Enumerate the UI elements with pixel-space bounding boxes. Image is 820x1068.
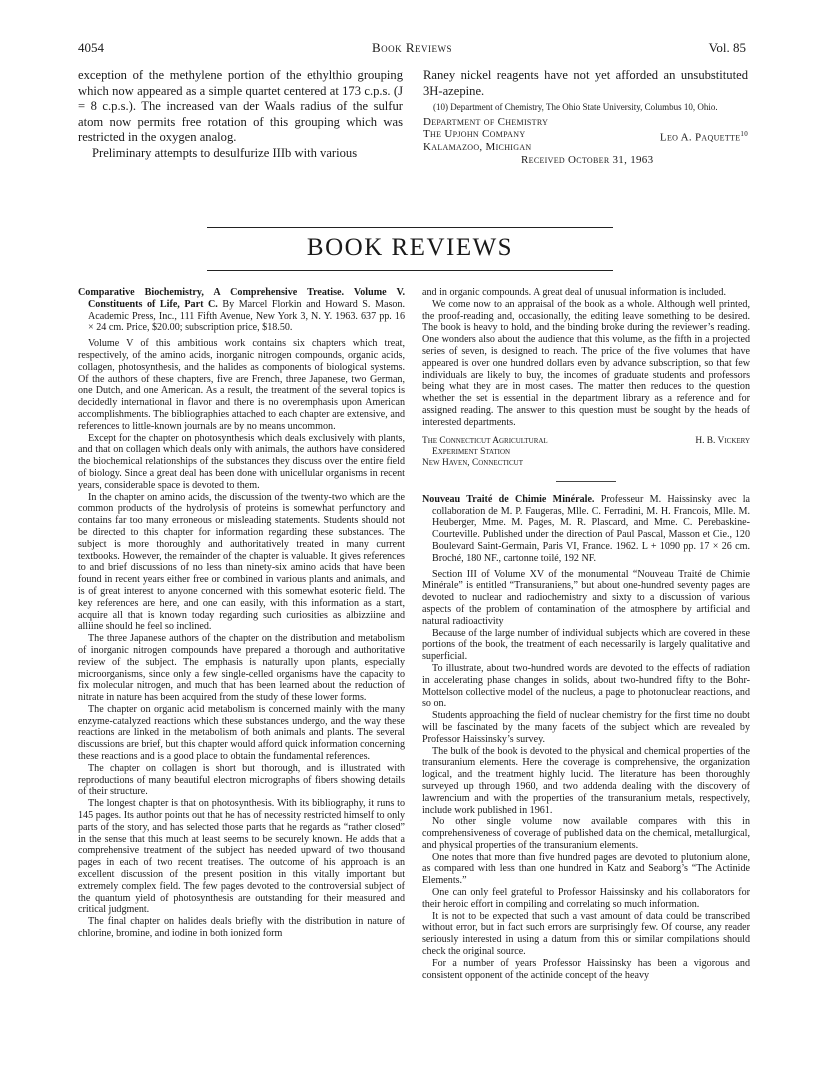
signature-affiliation: New Haven, Connecticut xyxy=(422,458,523,469)
article-author: Leo A. Paquette$^{10}$ xyxy=(659,130,748,144)
book-citation: By Marcel Florkin and Howard S. Mason. Academic Press, Inc., 111 Fifth Avenue, New York 3, N. Y. 1963. 637 pp. 16 × 24 cm. Price, $20.00; subscription price, $18.50. xyxy=(88,298,405,334)
preceding-article-right-column xyxy=(423,68,748,169)
review-paragraph: To illustrate, about two-hundred words are devoted to the effects of radiation in accelerating phase changes in solids, about two-hundred fifty to the Bohr-Mottelson collective model of the nucleus, a page to photonuclear reactions, and so on. xyxy=(422,662,750,710)
article-paragraph: Raney nickel reagents have not yet afforded an unsubstituted 3H-azepine. xyxy=(423,68,748,98)
review-paragraph: Volume V of this ambitious work contains six chapters which treat, respectively, of the amino acids, inorganic nitrogen compounds, organic acids, collagen, photosynthesis, and the halides as components of biological systems. Of the authors of these chapters, five are French, three Japanese, two German, one Dutch, and one American. As a result, the treatment of the several topics is decidedly international in flavor and there is no overemphasis upon American accomplishments. The bibliographies attached to each chapter are extensive, and references to little-known journals are by no means uncommon. xyxy=(78,338,405,432)
received-date: Received October 31, 1963 xyxy=(521,154,654,166)
review-paragraph: The bulk of the book is devoted to the physical and chemical properties of the transuranium elements. Here the coverage is comprehensive, the organization logical, and the treatment highly lucid. The literature has been thoroughly surveyed up through 1960, and two addenda dealing with the discovery of lawrencium and with the properties of the transuranium metals, respectively, include work published in 1961. xyxy=(422,745,750,816)
page-number: 4054 xyxy=(78,40,104,55)
review-paragraph: No other single volume now available compares with this in comprehensiveness of coverage of published data on the chemical, metallurgical, and physical properties of the transuranium elements. xyxy=(422,816,750,851)
review-paragraph: In the chapter on amino acids, the discussion of the twenty-two which are the common products of the hydrolysis of proteins is somewhat perfunctory and contains far too many erroneous or misleading statements. Students should not be directed to this chapter for information regarding these substances. The subject is more thoroughly and authoritatively treated in many current textbooks. However, the remainder of the chapter is valuable. It gives references to and brief discussions of no less than ninety-six amino acids that have been found in recent years either free or combined in various plants and animals, and is of great interest to anyone concerned with this somewhat esoteric field. The key references are here, and one can easily, with this information as a start, acquire all that is known today regarding such curiosities as albizziine and alliine should he feel so inclined. xyxy=(78,491,405,633)
volume-number: Vol. 85 xyxy=(708,40,746,55)
section-title: BOOK REVIEWS xyxy=(306,234,514,261)
journal-section-title: Book Reviews xyxy=(371,40,453,55)
review-paragraph: and in organic compounds. A great deal of unusual information is included. xyxy=(422,287,726,298)
running-head xyxy=(78,40,746,60)
article-paragraph: Preliminary attempts to desulfurize IIIb with various xyxy=(92,145,358,160)
review-paragraph: The final chapter on halides deals briefly with the distribution in nature of chlorine, bromine, and iodine in both ionized form xyxy=(78,916,405,940)
article-paragraph: exception of the methylene portion of the ethylthio grouping which now appeared as a simple quartet centered at 173 c.p.s. (J = 8 c.p.s.). The increased van der Waals radius of the sulfur atom now permits free rotation of this grouping which was restricted in the oxygen analog. xyxy=(78,68,403,144)
review-paragraph: Because of the large number of individual subjects which are covered in these portions of the book, the treatment of each necessarily is largely qualitative and superficial. xyxy=(422,627,750,663)
preceding-article-left-column xyxy=(78,68,403,161)
reviewer-name: H. B. Vickery xyxy=(695,435,750,446)
review-paragraph: Except for the chapter on photosynthesis which deals exclusively with plants, and that on collagen which deals only with animals, the authors have considered the biochemical relationships of the substances they discuss over the entire field of biology. Since a great deal has been done with unicellular organisms in recent years, considerable space is devoted to them. xyxy=(78,432,405,491)
review-paragraph: The chapter on organic acid metabolism is concerned mainly with the many enzyme-catalyzed reactions which these substances undergo, and the way these reactions are linked in the metabolism of both animals and plants. The several discussions are brief, but this chapter would afford quick information concerning these reactions and is a good place to obtain the fundamental references. xyxy=(78,703,405,763)
reviewer-signature xyxy=(422,436,750,470)
review-paragraph: Students approaching the field of nuclear chemistry for the first time no doubt will be fascinated by the many facets of the subject which are revealed by Professor Haissinsky’s survey. xyxy=(422,710,750,745)
review-paragraph: For a number of years Professor Haissinsky has been a vigorous and consistent opponent of the actinide concept of the heavy xyxy=(422,957,750,981)
signature-affiliation: Experiment Station xyxy=(432,446,511,457)
review-paragraph: The chapter on collagen is short but thorough, and is illustrated with reproductions of many beautiful electron micrographs of fibers showing details of their structure. xyxy=(78,762,405,798)
book-title: Nouveau Traité de Chimie Minérale. xyxy=(422,493,595,505)
review-heading xyxy=(78,287,405,334)
review-paragraph: One notes that more than five hundred pages are devoted to plutonium alone, as compared with less than one hundred in Katz and Seaborg’s “The Actinide Elements.” xyxy=(422,851,750,887)
book-citation: Professeur M. Haissinsky avec la collaboration de M. P. Faugeras, Mlle. C. Ferradini, M. H. Francois, Mlle. M. Heuberger, Mme. M. Pages, M. R. Plascard, and Mme. C. Perebaskine-Courteville. Published under the direction of Paul Pascal, Masson et Cie., 120 Boulevard Saint-Germain, Paris VI, France. 1962. L + 1090 pp. 17 × 26 cm. Broché, 180 NF., cartonne toilé, 192 NF. xyxy=(432,493,750,564)
affiliation-line: Department of Chemistry xyxy=(423,115,549,128)
review-paragraph: The longest chapter is that on photosynthesis. With its bibliography, it runs to 145 pages. Its author points out that he has of necessity restricted himself to only parts of the story, and has selected those parts that he regards as “rather closed” in the sense that this much at least seems to be securely known. He adds that a comprehensive treatment of the subject has needed upward of two thousand pages in each of two recent treatises. The outcome of his approach is an excellent discussion of the present position in this vitally important but extremely complex field. The few pages devoted to the controversial subject of the quantum yield of photosynthesis are outstanding for their measured and critical judgment. xyxy=(78,798,405,916)
signature-affiliation: The Connecticut Agricultural xyxy=(422,435,548,446)
review-paragraph: It is not to be expected that such a vast amount of data could be transcribed without error, but in fact such errors are surprisingly few. Of course, any reader seriously interested in using a datum from this or similar compilations should check the original source. xyxy=(422,910,750,958)
review-paragraph: One can only feel grateful to Professor Haissinsky and his collaborators for their heroic effort in compiling and correlating so much information. xyxy=(422,887,750,910)
review-column-left xyxy=(78,287,405,940)
review-heading xyxy=(422,494,750,565)
book-title: Comparative Biochemistry, A Comprehensive Treatise. Volume V. Constituents of Life, Part C. xyxy=(78,287,405,310)
section-rule-top xyxy=(207,227,613,228)
review-column-right xyxy=(422,287,750,981)
review-paragraph: We come now to an appraisal of the book as a whole. Although well printed, the proof-reading and, occasionally, the editing leave something to be desired. The book is heavy to hold, and the binding broke during the reviewer’s reading. One wonders also about the audience that this volume, as the fifth in a projected series of seven, is designed to reach. The price of the five volumes that have appeared is over one hundred dollars even by advance subscription, so that few individuals are likely to buy, the incomes of graduate students and professors being what they are in most cases. The matter then reduces to the question whether the set is essential in the department library as a reference and for assigned reading. The answer to this question must be sought by the heads of interested departments. xyxy=(422,298,750,428)
footnote: (10) Department of Chemistry, The Ohio State University, Columbus 10, Ohio. xyxy=(433,102,718,112)
section-rule-bottom xyxy=(207,270,613,271)
affiliation-line: Kalamazoo, Michigan xyxy=(423,140,532,153)
review-divider xyxy=(556,481,616,482)
review-paragraph: The three Japanese authors of the chapter on the distribution and metabolism of inorganic nitrogen compounds have prepared a thorough and authoritative review of the subject. The emphasis is naturally upon plants, especially microorganisms, since only a few single-celled organisms have the capacity to fix molecular nitrogen, and much that has been learned about the reduction of nitrate in nature has been acquired from the study of these lower forms. xyxy=(78,633,405,704)
review-paragraph: Section III of Volume XV of the monumental “Nouveau Traité de Chimie Minérale” is entitled “Transuraniens,” but about one-hundred seventy pages are devoted to nuclear and radiochemistry and sixty to a discussion of various aspects of the problem of contamination of the atmosphere by artificial and natural radioactivity xyxy=(422,568,750,627)
affiliation-line: The Upjohn Company Leo A. Paquette$^{10}$ xyxy=(423,128,748,144)
